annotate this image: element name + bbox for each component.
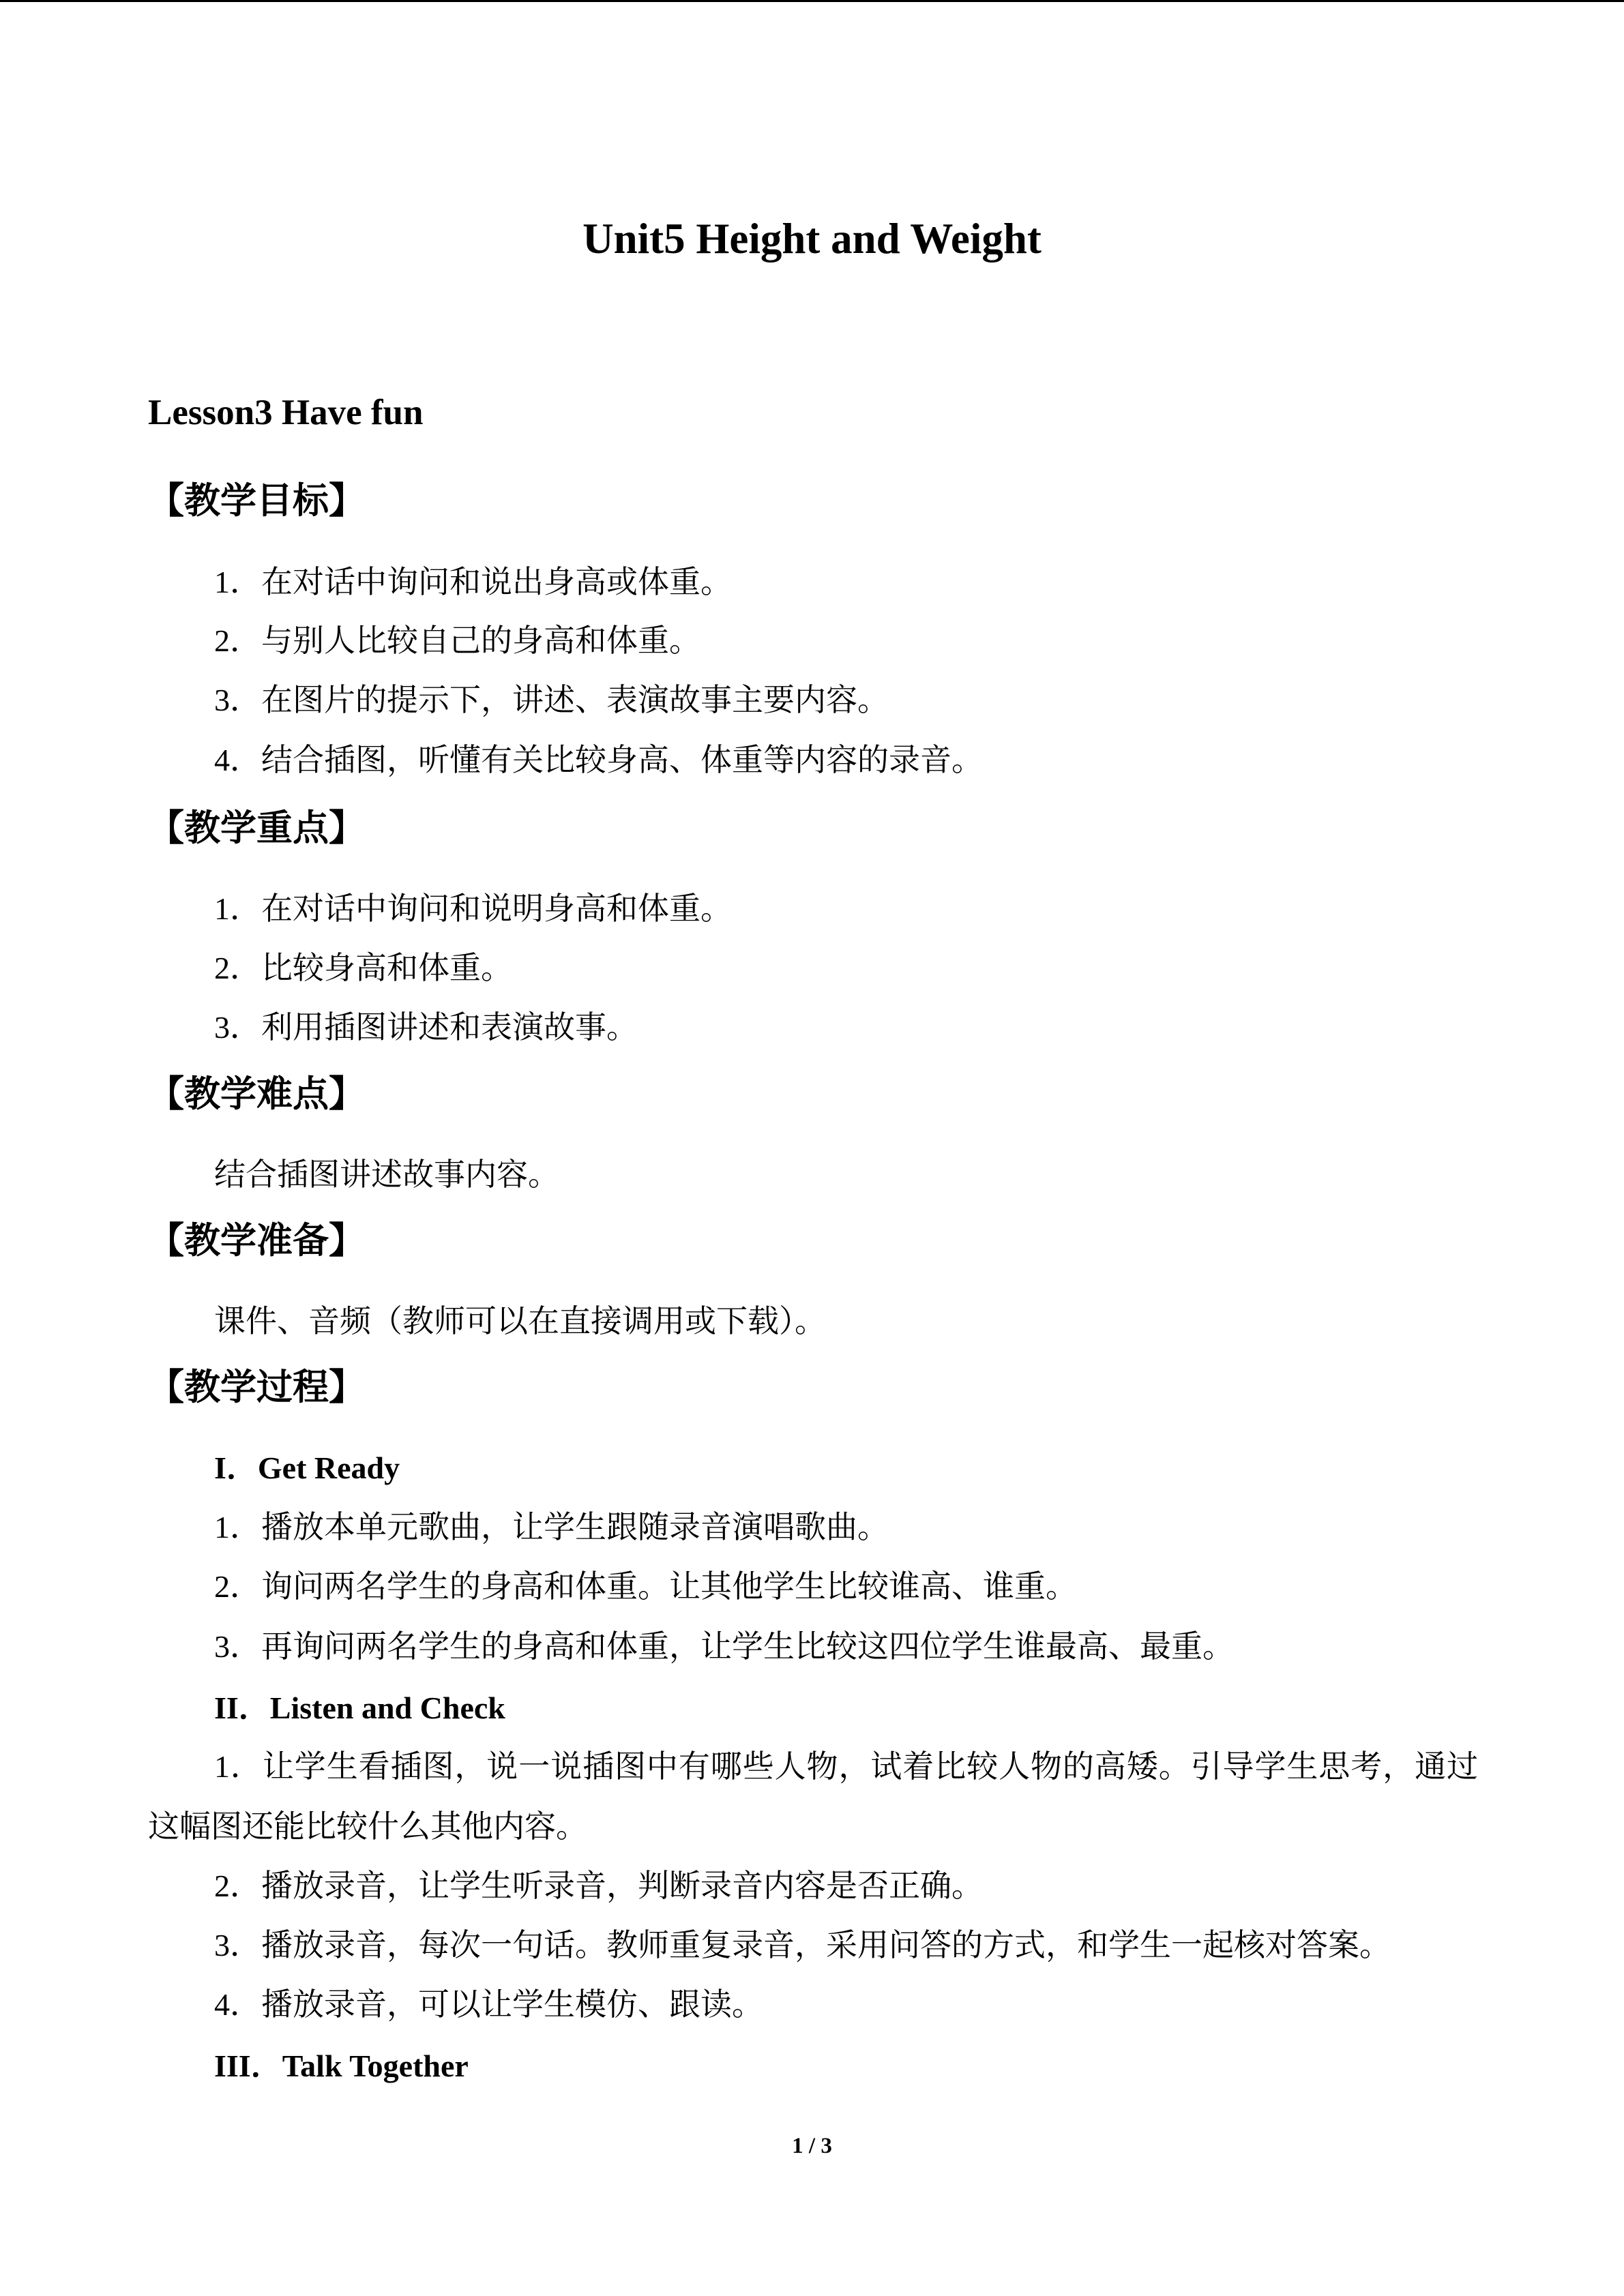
key-point-item: 3．利用插图讲述和表演故事。 — [214, 1010, 638, 1045]
process-part-title: III．Talk Together — [214, 2048, 469, 2083]
top-border-line — [0, 0, 1624, 2]
process-step: 3．再询问两名学生的身高和体重，让学生比较这四位学生谁最高、最重。 — [214, 1629, 1234, 1664]
goal-item: 1．在对话中询问和说出身高或体重。 — [214, 565, 732, 599]
document-title: Unit5 Height and Weight — [582, 215, 1042, 263]
lesson-title: Lesson3 Have fun — [148, 393, 424, 432]
goal-item: 4．结合插图，听懂有关比较身高、体重等内容的录音。 — [214, 743, 983, 777]
process-step: 2．询问两名学生的身高和体重。让其他学生比较谁高、谁重。 — [214, 1569, 1077, 1604]
goal-item: 3．在图片的提示下，讲述、表演故事主要内容。 — [214, 683, 889, 717]
section-heading-preparation: 【教学准备】 — [148, 1220, 365, 1262]
process-part-title: II．Listen and Check — [214, 1690, 505, 1725]
process-step: 3．播放录音，每次一句话。教师重复录音，采用问答的方式，和学生一起核对答案。 — [214, 1928, 1391, 1963]
section-heading-goals: 【教学目标】 — [148, 480, 365, 522]
process-step: 2．播放录音，让学生听录音，判断录音内容是否正确。 — [214, 1868, 983, 1903]
process-step: 1．播放本单元歌曲，让学生跟随录音演唱歌曲。 — [214, 1510, 889, 1545]
section-heading-key-points: 【教学重点】 — [148, 807, 365, 849]
section-heading-difficulties: 【教学难点】 — [148, 1073, 365, 1115]
process-part-title: I．Get Ready — [214, 1450, 400, 1485]
difficulty-text: 结合插图讲述故事内容。 — [214, 1157, 559, 1192]
goal-item: 2．与别人比较自己的身高和体重。 — [214, 623, 700, 658]
page-number: 1 / 3 — [792, 2134, 832, 2158]
process-step: 1．让学生看插图，说一说插图中有哪些人物，试着比较人物的高矮。引导学生思考，通过这幅图还能比较什么其他内容。 — [148, 1749, 1478, 1844]
section-heading-process: 【教学过程】 — [148, 1367, 365, 1408]
process-step: 4．播放录音，可以让学生模仿、跟读。 — [214, 1987, 763, 2022]
key-point-item: 2．比较身高和体重。 — [214, 951, 512, 985]
key-point-item: 1．在对话中询问和说明身高和体重。 — [214, 891, 732, 926]
preparation-text: 课件、音频（教师可以在直接调用或下载）。 — [214, 1304, 826, 1339]
